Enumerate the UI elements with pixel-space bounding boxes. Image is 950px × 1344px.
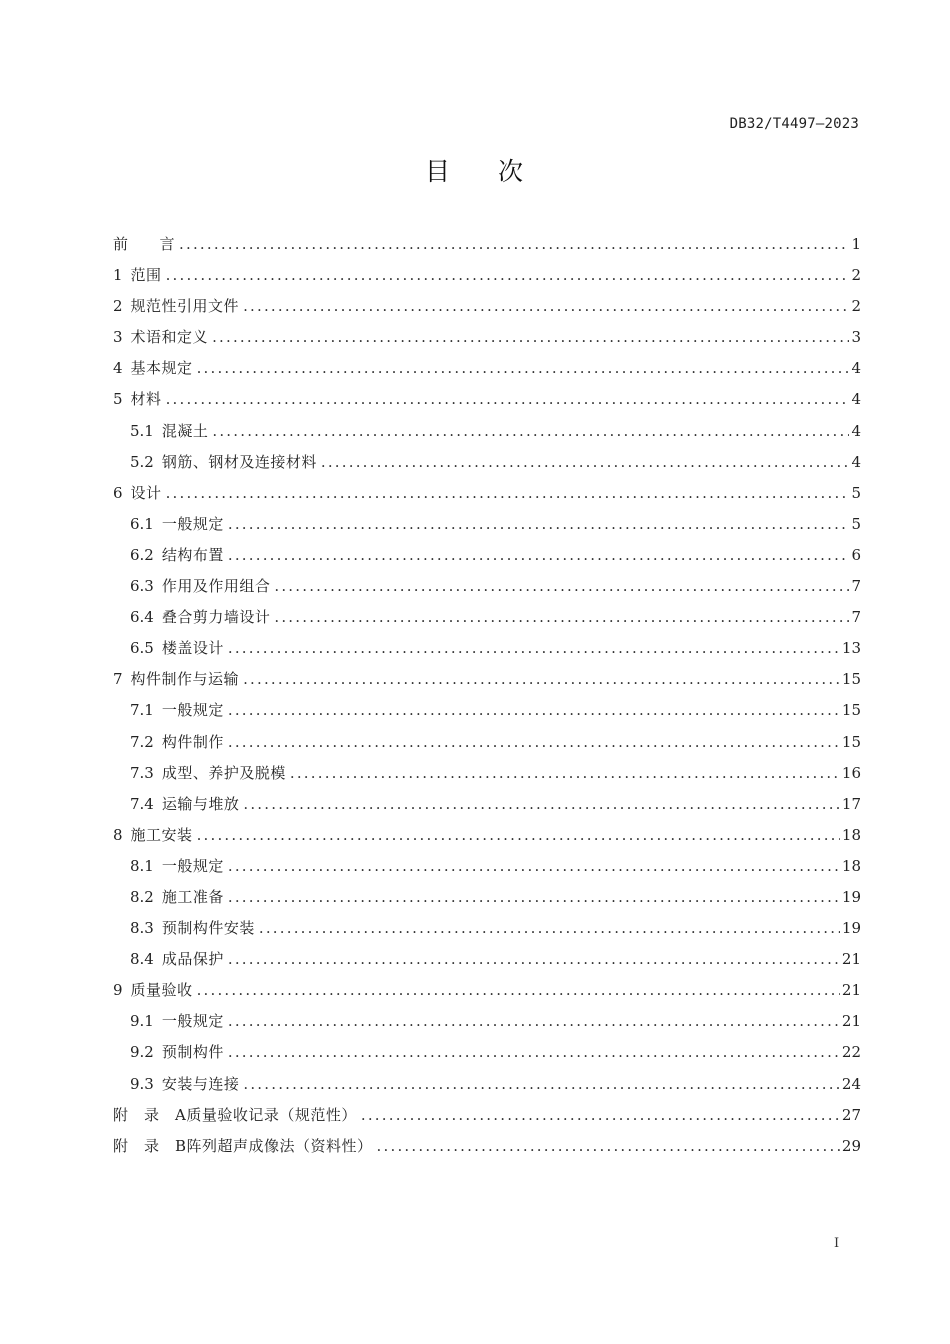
toc-entry-label: 叠合剪力墙设计 <box>161 608 271 627</box>
toc-entry-number: 8.4 <box>130 950 154 969</box>
toc-entry[interactable] <box>113 758 861 789</box>
toc-entry-number: 7.2 <box>130 732 154 751</box>
toc-entry-label: 施工安装 <box>130 825 193 844</box>
toc-entry[interactable] <box>113 416 861 447</box>
toc-entry-label: 预制构件安装 <box>161 919 255 938</box>
toc-entry-label: 构件制作与运输 <box>130 670 240 689</box>
toc-dot-leader <box>166 478 850 509</box>
toc-entry[interactable] <box>113 695 861 726</box>
toc-dot-leader <box>361 1100 840 1131</box>
toc-entry-page: 2 <box>851 266 861 285</box>
toc-dot-leader <box>290 758 840 789</box>
toc-entry-number: 6.5 <box>130 639 154 658</box>
toc-entry-label: 阵列超声成像法（资料性） <box>186 1136 373 1155</box>
toc-entry-page: 1 <box>851 235 861 253</box>
toc-entry[interactable] <box>113 913 861 944</box>
toc-entry-label: 成品保护 <box>161 950 224 969</box>
toc-entry-number: 5 <box>113 390 123 409</box>
toc-dot-leader <box>243 664 840 695</box>
toc-entry-page: 16 <box>841 763 861 782</box>
toc-dot-leader <box>166 260 850 291</box>
toc-entry[interactable] <box>113 1069 861 1100</box>
toc-entry-page: 15 <box>841 670 861 689</box>
toc-entry[interactable] <box>113 447 861 478</box>
toc-entry-label: 前 言 <box>113 235 176 253</box>
toc-entry-label: 楼盖设计 <box>161 639 224 658</box>
toc-entry-number: 9.2 <box>130 1043 154 1062</box>
toc-entry-page: 19 <box>841 887 861 906</box>
toc-entry-label: 一般规定 <box>161 514 224 533</box>
toc-dot-leader <box>243 789 840 820</box>
toc-entry-page: 2 <box>851 297 861 316</box>
toc-entry-label: 运输与堆放 <box>161 794 240 813</box>
toc-entry[interactable] <box>113 509 861 540</box>
toc-entry[interactable] <box>113 664 861 695</box>
toc-entry[interactable] <box>113 602 861 633</box>
toc-entry-number: 2 <box>113 297 123 316</box>
toc-dot-leader <box>274 602 849 633</box>
toc-entry-label: 构件制作 <box>161 732 224 751</box>
toc-entry[interactable] <box>113 1100 861 1131</box>
toc-dot-leader <box>228 633 840 664</box>
toc-entry-number: 5.2 <box>130 452 154 471</box>
toc-entry-label: 规范性引用文件 <box>130 297 240 316</box>
toc-entry-label: 钢筋、钢材及连接材料 <box>161 452 317 471</box>
page-number: I <box>834 1236 840 1251</box>
toc-entry-number: 9 <box>113 981 123 1000</box>
toc-dot-leader <box>212 416 849 447</box>
toc-entry-number: 7.4 <box>130 794 154 813</box>
toc-dot-leader <box>228 882 840 913</box>
toc-entry-page: 7 <box>851 577 861 596</box>
toc-entry-page: 15 <box>841 732 861 751</box>
toc-appendix-label: 附 录 B <box>113 1136 187 1155</box>
toc-entry-number: 7.1 <box>130 701 154 720</box>
toc-entry-page: 4 <box>851 452 861 471</box>
toc-entry[interactable] <box>113 975 861 1006</box>
toc-entry-page: 13 <box>841 639 861 658</box>
toc-entry-number: 9.3 <box>130 1074 154 1093</box>
toc-entry[interactable] <box>113 478 861 509</box>
toc-entry-page: 3 <box>851 328 861 347</box>
toc-entry-page: 29 <box>841 1136 861 1155</box>
toc-entry-page: 6 <box>851 545 861 564</box>
toc-entry-number: 3 <box>113 328 123 347</box>
toc-entry-number: 9.1 <box>130 1012 154 1031</box>
toc-entry-number: 6.3 <box>130 577 154 596</box>
toc-entry-label: 一般规定 <box>161 1012 224 1031</box>
toc-title <box>0 152 950 188</box>
toc-entry-number: 1 <box>113 266 123 285</box>
toc-dot-leader <box>321 447 850 478</box>
table-of-contents <box>113 229 861 1162</box>
toc-dot-leader <box>259 913 840 944</box>
toc-entry[interactable] <box>113 727 861 758</box>
toc-entry-page: 21 <box>841 950 861 969</box>
toc-entry-number: 8.3 <box>130 919 154 938</box>
toc-entry-page: 19 <box>841 919 861 938</box>
toc-entry[interactable] <box>113 384 861 415</box>
toc-entry-page: 5 <box>851 514 861 533</box>
toc-dot-leader <box>212 322 849 353</box>
toc-dot-leader <box>228 944 840 975</box>
toc-entry[interactable] <box>113 944 861 975</box>
toc-dot-leader <box>228 727 840 758</box>
toc-entry-number: 6.1 <box>130 514 154 533</box>
toc-entry-label: 一般规定 <box>161 856 224 875</box>
toc-entry-number: 6.2 <box>130 545 154 564</box>
toc-entry-number: 5.1 <box>130 421 154 440</box>
toc-entry[interactable] <box>113 229 861 260</box>
toc-entry[interactable] <box>113 882 861 913</box>
toc-entry[interactable] <box>113 571 861 602</box>
toc-entry[interactable] <box>113 1006 861 1037</box>
toc-appendix-label: 附 录 A <box>113 1105 187 1124</box>
toc-entry-number: 8.1 <box>130 856 154 875</box>
toc-dot-leader <box>243 291 849 322</box>
toc-dot-leader <box>197 975 840 1006</box>
toc-entry-page: 15 <box>841 701 861 720</box>
toc-entry-label: 安装与连接 <box>161 1074 240 1093</box>
toc-entry-label: 质量验收 <box>130 981 193 1000</box>
toc-entry-page: 4 <box>851 390 861 409</box>
toc-dot-leader <box>197 353 850 384</box>
toc-dot-leader <box>228 851 840 882</box>
toc-entry[interactable] <box>113 260 861 291</box>
toc-entry-label: 结构布置 <box>161 545 224 564</box>
document-code: DB32/T4497—2023 <box>729 116 859 132</box>
toc-entry[interactable] <box>113 1037 861 1068</box>
toc-entry-page: 22 <box>841 1043 861 1062</box>
toc-entry-page: 7 <box>851 608 861 627</box>
toc-entry-page: 18 <box>841 825 861 844</box>
toc-dot-leader <box>179 229 849 260</box>
toc-entry-page: 18 <box>841 856 861 875</box>
toc-entry[interactable] <box>113 322 861 353</box>
toc-entry-label: 混凝土 <box>161 421 209 440</box>
toc-title-char-2: 次 <box>498 157 526 186</box>
toc-entry[interactable] <box>113 820 861 851</box>
toc-entry[interactable] <box>113 1131 861 1162</box>
toc-entry[interactable] <box>113 540 861 571</box>
toc-entry-number: 7 <box>113 670 123 689</box>
toc-entry-number: 8 <box>113 825 123 844</box>
toc-entry-label: 成型、养护及脱模 <box>161 763 286 782</box>
toc-entry-page: 4 <box>851 359 861 378</box>
toc-dot-leader <box>228 1037 840 1068</box>
toc-entry-page: 21 <box>841 1012 861 1031</box>
toc-entry-number: 4 <box>113 359 123 378</box>
toc-entry-number: 7.3 <box>130 763 154 782</box>
toc-dot-leader <box>228 540 850 571</box>
toc-entry-page: 24 <box>841 1074 861 1093</box>
toc-dot-leader <box>228 695 840 726</box>
toc-entry[interactable] <box>113 789 861 820</box>
toc-dot-leader <box>228 1006 840 1037</box>
toc-entry-label: 作用及作用组合 <box>161 577 271 596</box>
toc-dot-leader <box>377 1131 840 1162</box>
toc-entry-label: 材料 <box>130 390 162 409</box>
toc-entry-label: 基本规定 <box>130 359 193 378</box>
toc-title-char-1: 目 <box>424 157 452 186</box>
toc-entry-page: 27 <box>841 1105 861 1124</box>
toc-dot-leader <box>243 1069 840 1100</box>
toc-entry-number: 8.2 <box>130 887 154 906</box>
toc-entry-number: 6.4 <box>130 608 154 627</box>
toc-dot-leader <box>228 509 850 540</box>
toc-entry[interactable] <box>113 291 861 322</box>
toc-dot-leader <box>274 571 849 602</box>
toc-entry-label: 施工准备 <box>161 887 224 906</box>
toc-entry-page: 21 <box>841 981 861 1000</box>
toc-entry-page: 4 <box>851 421 861 440</box>
toc-entry-page: 5 <box>851 483 861 502</box>
toc-entry-label: 预制构件 <box>161 1043 224 1062</box>
toc-entry-number: 6 <box>113 483 123 502</box>
toc-entry[interactable] <box>113 633 861 664</box>
toc-entry-page: 17 <box>841 794 861 813</box>
toc-entry-label: 设计 <box>130 483 162 502</box>
toc-dot-leader <box>197 820 840 851</box>
toc-entry-label: 范围 <box>130 266 162 285</box>
toc-entry-label: 术语和定义 <box>130 328 209 347</box>
toc-entry[interactable] <box>113 353 861 384</box>
toc-entry[interactable] <box>113 851 861 882</box>
toc-dot-leader <box>166 384 850 415</box>
toc-entry-label: 质量验收记录（规范性） <box>186 1105 357 1124</box>
toc-entry-label: 一般规定 <box>161 701 224 720</box>
